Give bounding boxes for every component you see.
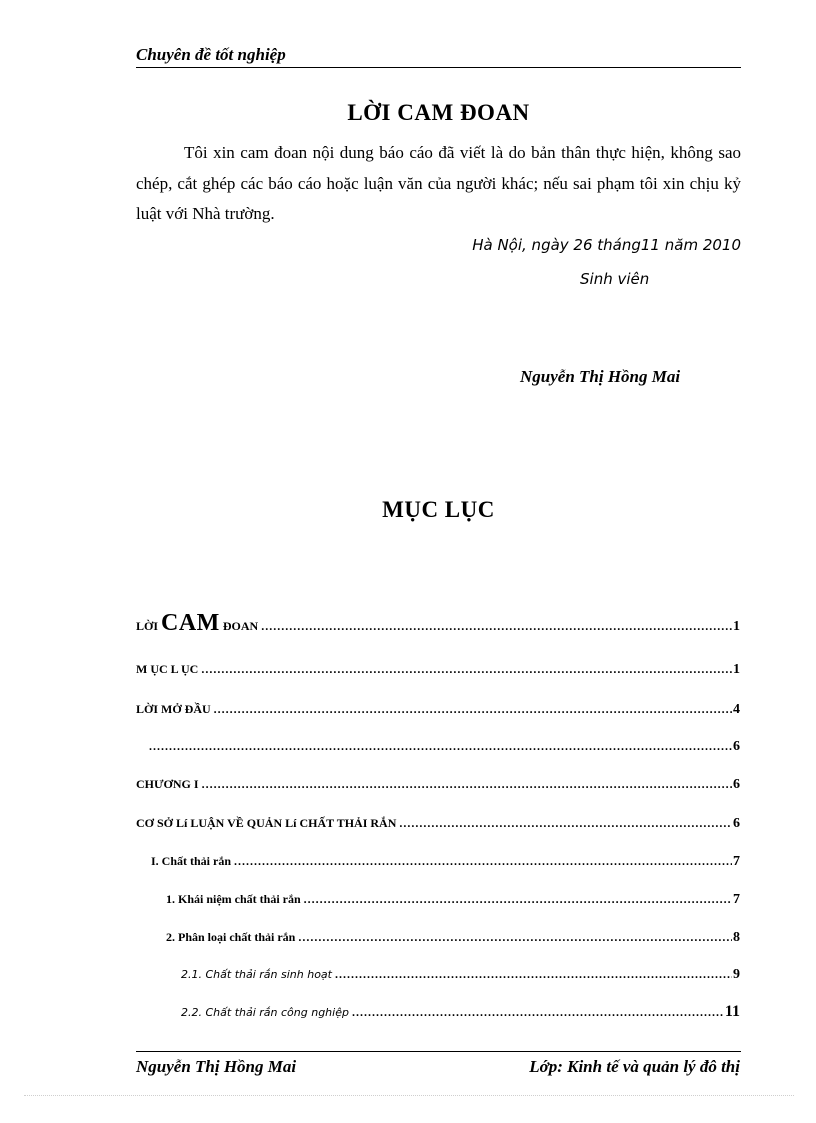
footer-author: Nguyễn Thị Hồng Mai (136, 1057, 297, 1076)
toc-entry-page: 9 (733, 967, 740, 982)
toc-entry-page: 1 (733, 662, 740, 677)
toc-leader-dots (399, 816, 732, 831)
toc-entry-label: 2.2. Chất thải rắn công nghiệp (181, 1006, 349, 1019)
toc-entry[interactable] (181, 1003, 740, 1021)
footer-class: Lớp: Kinh tế và quản lý đô thị (529, 1057, 740, 1076)
toc-entry-page: 7 (733, 854, 740, 869)
toc-entry[interactable] (136, 662, 740, 678)
toc-leader-dots (234, 854, 732, 869)
toc-entry[interactable] (181, 967, 740, 983)
toc-leader-dots (149, 739, 732, 754)
header-title: Chuyên đề tốt nghiệp (136, 45, 286, 64)
role-line: Sinh viên (580, 270, 650, 288)
toc-leader-dots (214, 702, 732, 717)
toc-entry-label: 2. Phân loại chất thải rắn (166, 930, 296, 944)
toc-entry-label: 1. Khái niệm chất thải rắn (166, 892, 301, 906)
toc-entry-page: 6 (733, 739, 740, 754)
declaration-title: LỜI CAM ĐOAN (347, 100, 530, 125)
toc-entry-page: 4 (733, 702, 740, 717)
footer-rule (136, 1051, 741, 1052)
toc-entry-label: 2.1. Chất thải rắn sinh hoạt (181, 968, 332, 981)
toc-entry-page: 6 (733, 777, 740, 792)
toc-entry-label: I. Chất thải rắn (151, 854, 232, 868)
toc-leader-dots (335, 967, 732, 982)
toc-entry-page: 8 (733, 930, 740, 945)
toc-entry-page: 7 (733, 892, 740, 907)
signature-name: Nguyễn Thị Hồng Mai (520, 367, 681, 386)
toc-entry[interactable] (136, 610, 740, 637)
toc-entry-label: LỜI CAM ĐOAN (136, 610, 259, 636)
toc-entry[interactable] (166, 892, 740, 908)
toc-entry-page: 1 (733, 619, 740, 634)
toc-leader-dots (261, 619, 732, 634)
toc-entry[interactable] (136, 702, 740, 718)
header-rule (136, 67, 741, 68)
toc-leader-dots (298, 930, 732, 945)
toc-leader-dots (304, 892, 732, 907)
toc-entry[interactable] (136, 816, 740, 832)
toc-title: MỤC LỤC (382, 497, 495, 522)
toc-leader-dots (352, 1005, 724, 1020)
toc-entry-label: LỜI MỞ ĐẦU (136, 702, 211, 716)
toc-entry-label: M ỤC L ỤC (136, 662, 199, 676)
declaration-body: Tôi xin cam đoan nội dung báo cáo đã viết là do bản thân thực hiện, không sao chép, cắt ghép các báo cáo hoặc luận văn của người khác; nếu sai phạm tôi xin chịu kỷ luật với Nhà trường. (136, 143, 741, 223)
toc-leader-dots (202, 777, 732, 792)
toc-entry[interactable] (146, 739, 740, 755)
toc-entry-label: CƠ SỞ Lí LUẬN VỀ QUẢN Lí CHẤT THẢI RẮN (136, 816, 397, 830)
toc-entry-page: 11 (724, 1003, 740, 1020)
page-bottom-border (24, 1095, 794, 1096)
toc-entry-page: 6 (733, 816, 740, 831)
toc-leader-dots (201, 662, 732, 677)
toc-entry[interactable] (136, 777, 740, 793)
toc-entry-label: CHƯƠNG I (136, 777, 199, 791)
date-line: Hà Nội, ngày 26 tháng11 năm 2010 (472, 236, 741, 254)
toc-entry[interactable] (166, 930, 740, 946)
toc-entry[interactable] (151, 854, 740, 870)
